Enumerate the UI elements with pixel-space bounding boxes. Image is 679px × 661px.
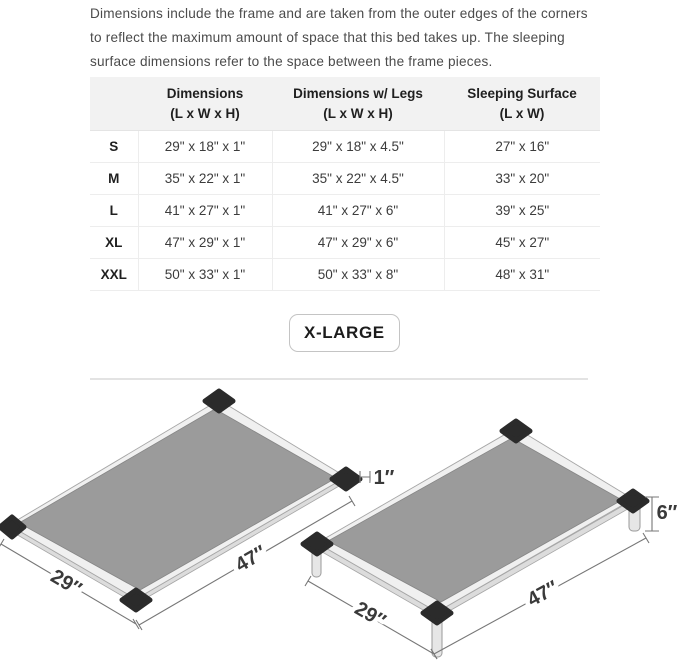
width-label: 29″ (46, 565, 86, 601)
cell-dimensions-with-legs: 50" x 33" x 8" (272, 259, 444, 291)
cell-dimensions-with-legs: 29" x 18" x 4.5" (272, 131, 444, 163)
cell-dimensions: 29" x 18" x 1" (138, 131, 272, 163)
cell-size: XL (90, 227, 138, 259)
cell-size: XXL (90, 259, 138, 291)
dimensions-description: Dimensions include the frame and are taken from the outer edges of the corners to reflect the maximum amount of space that this bed takes up. The sleeping surface dimensions refer to the space between the frame pieces. (90, 6, 588, 69)
column-header-sleeping-surface: Sleeping Surface (L x W) (444, 77, 600, 131)
column-header-dimensions-with-legs: Dimensions w/ Legs (L x W x H) (272, 77, 444, 131)
cell-sleeping-surface: 48" x 31" (444, 259, 600, 291)
cell-sleeping-surface: 45" x 27" (444, 227, 600, 259)
length-label: 47″ (231, 541, 271, 577)
cell-dimensions: 41" x 27" x 1" (138, 195, 272, 227)
cell-size: S (90, 131, 138, 163)
cell-sleeping-surface: 33" x 20" (444, 163, 600, 195)
cell-sleeping-surface: 27" x 16" (444, 131, 600, 163)
table-row (90, 131, 600, 163)
column-header-dimensions: Dimensions (L x W x H) (138, 77, 272, 131)
cell-dimensions: 50" x 33" x 1" (138, 259, 272, 291)
cell-dimensions: 35" x 22" x 1" (138, 163, 272, 195)
cell-dimensions-with-legs: 47" x 29" x 6" (272, 227, 444, 259)
height-label: 1″ (373, 467, 395, 489)
table-header-row (90, 77, 600, 131)
table-row (90, 195, 600, 227)
elevated-bed-illustration (303, 421, 678, 659)
height-dimension (645, 497, 678, 531)
size-selector-x-large[interactable]: X-LARGE (289, 314, 400, 352)
width-label: 29″ (350, 597, 390, 633)
height-dimension (360, 467, 395, 489)
section-divider (90, 378, 588, 380)
table-row (90, 163, 600, 195)
cell-size: L (90, 195, 138, 227)
cell-dimensions-with-legs: 41" x 27" x 6" (272, 195, 444, 227)
length-label: 47″ (523, 576, 563, 612)
size-dimensions-table (90, 77, 600, 291)
cell-size: M (90, 163, 138, 195)
cell-dimensions: 47" x 29" x 1" (138, 227, 272, 259)
flat-bed-illustration (0, 391, 395, 630)
height-label: 6″ (656, 502, 678, 524)
column-header-size (90, 77, 138, 131)
bed-dimensions-diagram (0, 385, 679, 661)
cell-sleeping-surface: 39" x 25" (444, 195, 600, 227)
cell-dimensions-with-legs: 35" x 22" x 4.5" (272, 163, 444, 195)
table-row (90, 227, 600, 259)
table-row (90, 259, 600, 291)
